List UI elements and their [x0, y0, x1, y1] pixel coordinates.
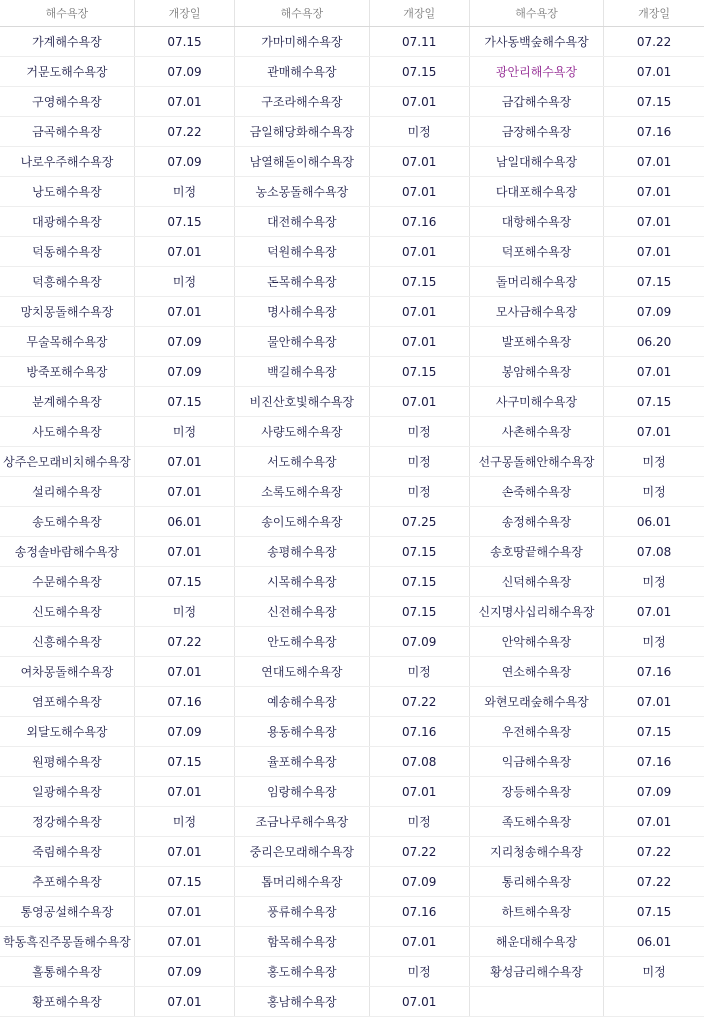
- opening-date-cell: 07.01: [134, 777, 234, 807]
- column-header-beach: 해수욕장: [235, 0, 369, 27]
- opening-date-cell: 미정: [604, 957, 704, 987]
- table-row: [0, 177, 704, 207]
- opening-date-cell: 미정: [369, 477, 469, 507]
- table-row: [0, 597, 704, 627]
- beach-name-cell: 신전해수욕장: [235, 597, 369, 627]
- opening-date-cell: 07.16: [369, 897, 469, 927]
- opening-date-cell: 07.09: [134, 57, 234, 87]
- opening-date-cell: 07.08: [604, 537, 704, 567]
- opening-date-cell: 07.15: [369, 357, 469, 387]
- opening-date-cell: 07.11: [369, 27, 469, 57]
- opening-date-cell: 미정: [369, 447, 469, 477]
- opening-date-cell: 07.01: [369, 387, 469, 417]
- beach-name-cell: 금일해당화해수욕장: [235, 117, 369, 147]
- beach-name-cell: 광안리해수욕장: [469, 57, 603, 87]
- table-header-row: [0, 0, 704, 27]
- beach-name-cell: 중리은모래해수욕장: [235, 837, 369, 867]
- opening-date-cell: 07.08: [369, 747, 469, 777]
- beach-name-cell: 대광해수욕장: [0, 207, 134, 237]
- beach-name-cell: 나로우주해수욕장: [0, 147, 134, 177]
- beach-name-cell: 추포해수욕장: [0, 867, 134, 897]
- beach-name-cell: 신도해수욕장: [0, 597, 134, 627]
- beach-name-cell: 남일대해수욕장: [469, 147, 603, 177]
- opening-date-cell: 07.01: [369, 777, 469, 807]
- beach-name-cell: 지리청송해수욕장: [469, 837, 603, 867]
- beach-name-cell: 신덕해수욕장: [469, 567, 603, 597]
- opening-date-cell: 07.15: [134, 387, 234, 417]
- opening-date-cell: 07.15: [369, 57, 469, 87]
- table-row: [0, 567, 704, 597]
- opening-date-cell: 07.01: [369, 87, 469, 117]
- opening-date-cell: 06.20: [604, 327, 704, 357]
- beach-name-cell: 구영해수욕장: [0, 87, 134, 117]
- beach-name-cell: 우전해수욕장: [469, 717, 603, 747]
- table-row: [0, 387, 704, 417]
- beach-name-cell: 선구몽돌해안해수욕장: [469, 447, 603, 477]
- opening-date-cell: 07.22: [134, 117, 234, 147]
- opening-date-cell: 07.25: [369, 507, 469, 537]
- opening-date-cell: 07.09: [134, 147, 234, 177]
- beach-name-cell: 금갑해수욕장: [469, 87, 603, 117]
- column-header-opening-date: 개장일: [134, 0, 234, 27]
- beach-name-cell: 설리해수욕장: [0, 477, 134, 507]
- beach-name-cell: 염포해수욕장: [0, 687, 134, 717]
- opening-date-cell: 07.15: [134, 567, 234, 597]
- column-header-opening-date: 개장일: [604, 0, 704, 27]
- opening-date-cell: 07.01: [134, 837, 234, 867]
- opening-date-cell: 07.01: [369, 147, 469, 177]
- beach-name-cell: 통영공설해수욕장: [0, 897, 134, 927]
- beach-name-cell: 톱머리해수욕장: [235, 867, 369, 897]
- beach-name-cell: 물안해수욕장: [235, 327, 369, 357]
- opening-date-cell: 07.16: [134, 687, 234, 717]
- beach-name-cell: 송이도해수욕장: [235, 507, 369, 537]
- beach-name-cell: 덕포해수욕장: [469, 237, 603, 267]
- opening-date-cell: 07.16: [604, 747, 704, 777]
- beach-name-cell: 시목해수욕장: [235, 567, 369, 597]
- opening-date-cell: 07.22: [604, 27, 704, 57]
- beach-name-cell: 대전해수욕장: [235, 207, 369, 237]
- beach-name-cell: 외달도해수욕장: [0, 717, 134, 747]
- beach-name-cell: 정강해수욕장: [0, 807, 134, 837]
- opening-date-cell: 07.22: [604, 837, 704, 867]
- opening-date-cell: 07.01: [369, 177, 469, 207]
- opening-date-cell: 06.01: [604, 927, 704, 957]
- beach-name-cell: 홀통해수욕장: [0, 957, 134, 987]
- beach-name-cell: 덕원해수욕장: [235, 237, 369, 267]
- beach-name-cell: 관매해수욕장: [235, 57, 369, 87]
- beach-name-cell: 농소몽돌해수욕장: [235, 177, 369, 207]
- opening-date-cell: 07.01: [369, 987, 469, 1017]
- table-row: [0, 957, 704, 987]
- opening-date-cell: 07.01: [369, 237, 469, 267]
- opening-date-cell: 07.15: [369, 267, 469, 297]
- table-row: [0, 297, 704, 327]
- beach-name-cell: 백길해수욕장: [235, 357, 369, 387]
- opening-date-cell: 07.01: [604, 147, 704, 177]
- beach-name-cell: 방죽포해수욕장: [0, 357, 134, 387]
- beach-name-cell: 사도해수욕장: [0, 417, 134, 447]
- opening-date-cell: 07.01: [134, 477, 234, 507]
- opening-date-cell: 07.15: [604, 717, 704, 747]
- beach-name-cell: [469, 987, 603, 1017]
- opening-date-cell: 07.01: [134, 237, 234, 267]
- beach-name-cell: 임랑해수욕장: [235, 777, 369, 807]
- beach-name-cell: 사구미해수욕장: [469, 387, 603, 417]
- beach-name-cell: 가계해수욕장: [0, 27, 134, 57]
- opening-date-cell: 07.01: [134, 447, 234, 477]
- opening-date-cell: 07.16: [369, 207, 469, 237]
- table-row: [0, 147, 704, 177]
- opening-date-cell: 07.22: [134, 627, 234, 657]
- opening-date-cell: 미정: [134, 177, 234, 207]
- opening-date-cell: 미정: [604, 477, 704, 507]
- opening-date-cell: 06.01: [134, 507, 234, 537]
- opening-date-cell: 미정: [134, 267, 234, 297]
- opening-date-cell: 07.15: [604, 897, 704, 927]
- opening-date-cell: 07.01: [134, 897, 234, 927]
- beach-name-cell: 비진산호빛해수욕장: [235, 387, 369, 417]
- table-row: [0, 927, 704, 957]
- opening-date-cell: 07.09: [369, 627, 469, 657]
- table-row: [0, 897, 704, 927]
- opening-date-cell: 07.01: [134, 657, 234, 687]
- opening-date-cell: 07.01: [369, 927, 469, 957]
- table-row: [0, 87, 704, 117]
- table-row: [0, 207, 704, 237]
- column-header-opening-date: 개장일: [369, 0, 469, 27]
- opening-date-cell: 07.15: [134, 867, 234, 897]
- opening-date-cell: 07.01: [604, 357, 704, 387]
- beach-name-cell: 수문해수욕장: [0, 567, 134, 597]
- beach-name-cell: 모사금해수욕장: [469, 297, 603, 327]
- opening-date-cell: 07.15: [369, 537, 469, 567]
- opening-date-cell: 07.09: [604, 777, 704, 807]
- beach-name-cell: 금곡해수욕장: [0, 117, 134, 147]
- beach-name-cell: 장등해수욕장: [469, 777, 603, 807]
- beach-name-cell: 여차몽돌해수욕장: [0, 657, 134, 687]
- opening-date-cell: 07.01: [604, 57, 704, 87]
- beach-name-cell: 구조라해수욕장: [235, 87, 369, 117]
- opening-date-cell: 07.01: [604, 417, 704, 447]
- opening-date-cell: 07.16: [604, 117, 704, 147]
- opening-date-cell: 07.16: [604, 657, 704, 687]
- beach-name-cell: 율포해수욕장: [235, 747, 369, 777]
- table-row: [0, 867, 704, 897]
- beach-name-cell: 황포해수욕장: [0, 987, 134, 1017]
- beach-name-cell: 안도해수욕장: [235, 627, 369, 657]
- column-header-beach: 해수욕장: [469, 0, 603, 27]
- table-row: [0, 507, 704, 537]
- beach-name-cell: 예송해수욕장: [235, 687, 369, 717]
- beach-name-cell: 사량도해수욕장: [235, 417, 369, 447]
- beach-name-cell: 용동해수욕장: [235, 717, 369, 747]
- beach-name-cell: 덕동해수욕장: [0, 237, 134, 267]
- table-row: [0, 117, 704, 147]
- opening-date-cell: 07.22: [369, 687, 469, 717]
- opening-date-cell: 미정: [134, 417, 234, 447]
- table-row: [0, 447, 704, 477]
- opening-date-cell: 미정: [604, 627, 704, 657]
- table-row: [0, 717, 704, 747]
- beach-name-cell: 돈목해수욕장: [235, 267, 369, 297]
- opening-date-cell: 07.15: [134, 27, 234, 57]
- opening-date-cell: 07.01: [134, 927, 234, 957]
- opening-date-cell: 07.09: [134, 957, 234, 987]
- beach-name-cell: 서도해수욕장: [235, 447, 369, 477]
- opening-date-cell: 07.22: [604, 867, 704, 897]
- table-row: [0, 237, 704, 267]
- beach-name-cell: 익금해수욕장: [469, 747, 603, 777]
- beach-name-cell: 손죽해수욕장: [469, 477, 603, 507]
- beach-name-cell: 분계해수욕장: [0, 387, 134, 417]
- beach-name-cell: 와현모래숲해수욕장: [469, 687, 603, 717]
- opening-date-cell: 미정: [134, 807, 234, 837]
- beach-name-cell: 연소해수욕장: [469, 657, 603, 687]
- opening-date-cell: 07.09: [134, 717, 234, 747]
- opening-date-cell: 07.01: [604, 207, 704, 237]
- opening-date-cell: 미정: [369, 657, 469, 687]
- beach-name-cell: 소록도해수욕장: [235, 477, 369, 507]
- opening-date-cell: 07.15: [604, 387, 704, 417]
- beach-name-cell: 조금나루해수욕장: [235, 807, 369, 837]
- opening-date-cell: 미정: [369, 417, 469, 447]
- beach-name-cell: 낭도해수욕장: [0, 177, 134, 207]
- table-row: [0, 477, 704, 507]
- table-row: [0, 417, 704, 447]
- opening-date-cell: 07.01: [604, 687, 704, 717]
- opening-date-cell: 07.15: [134, 747, 234, 777]
- table-row: [0, 357, 704, 387]
- beach-name-cell: 안악해수욕장: [469, 627, 603, 657]
- beach-name-cell: 가사동백숲해수욕장: [469, 27, 603, 57]
- beach-name-cell: 사촌해수욕장: [469, 417, 603, 447]
- table-row: [0, 987, 704, 1017]
- beach-name-cell: 죽림해수욕장: [0, 837, 134, 867]
- table-row: [0, 837, 704, 867]
- opening-date-cell: 07.16: [369, 717, 469, 747]
- opening-date-cell: 07.09: [134, 327, 234, 357]
- beach-name-cell: 명사해수욕장: [235, 297, 369, 327]
- beach-name-cell: 상주은모래비치해수욕장: [0, 447, 134, 477]
- beach-name-cell: 덕흥해수욕장: [0, 267, 134, 297]
- table-row: [0, 267, 704, 297]
- beach-name-cell: 황성금리해수욕장: [469, 957, 603, 987]
- opening-date-cell: 07.15: [604, 87, 704, 117]
- beach-name-cell: 금장해수욕장: [469, 117, 603, 147]
- opening-date-cell: 07.09: [134, 357, 234, 387]
- opening-date-cell: 07.09: [369, 867, 469, 897]
- beach-name-cell: 홍남해수욕장: [235, 987, 369, 1017]
- beach-name-cell: 통리해수욕장: [469, 867, 603, 897]
- beach-name-cell: 대항해수욕장: [469, 207, 603, 237]
- opening-date-cell: 06.01: [604, 507, 704, 537]
- beach-name-cell: 송호땅끝해수욕장: [469, 537, 603, 567]
- opening-date-cell: 미정: [369, 117, 469, 147]
- beach-name-cell: 봉암해수욕장: [469, 357, 603, 387]
- opening-date-cell: 07.01: [134, 87, 234, 117]
- opening-date-cell: 07.15: [369, 567, 469, 597]
- beach-name-cell: 가마미해수욕장: [235, 27, 369, 57]
- table-row: [0, 777, 704, 807]
- table-row: [0, 327, 704, 357]
- opening-date-cell: [604, 987, 704, 1017]
- opening-date-cell: 07.01: [604, 177, 704, 207]
- table-row: [0, 747, 704, 777]
- beach-name-cell: 원평해수욕장: [0, 747, 134, 777]
- table-row: [0, 627, 704, 657]
- opening-date-cell: 07.01: [604, 807, 704, 837]
- opening-date-cell: 07.09: [604, 297, 704, 327]
- opening-date-cell: 미정: [134, 597, 234, 627]
- opening-date-cell: 07.01: [369, 327, 469, 357]
- opening-date-cell: 07.15: [369, 597, 469, 627]
- beach-name-cell: 다대포해수욕장: [469, 177, 603, 207]
- beach-name-cell: 해운대해수욕장: [469, 927, 603, 957]
- opening-date-cell: 미정: [604, 447, 704, 477]
- table-row: [0, 657, 704, 687]
- beach-name-cell: 홍도해수욕장: [235, 957, 369, 987]
- beach-name-cell: 송평해수욕장: [235, 537, 369, 567]
- opening-date-cell: 07.01: [604, 237, 704, 267]
- opening-date-cell: 미정: [369, 957, 469, 987]
- beach-name-cell: 족도해수욕장: [469, 807, 603, 837]
- beach-name-cell: 무술목해수욕장: [0, 327, 134, 357]
- opening-date-cell: 07.15: [604, 267, 704, 297]
- beach-name-cell: 망치몽돌해수욕장: [0, 297, 134, 327]
- opening-date-cell: 07.01: [604, 597, 704, 627]
- beach-name-cell: 신지명사십리해수욕장: [469, 597, 603, 627]
- beach-name-cell: 돌머리해수욕장: [469, 267, 603, 297]
- beach-name-cell: 신흥해수욕장: [0, 627, 134, 657]
- table-row: [0, 27, 704, 57]
- table-row: [0, 57, 704, 87]
- opening-date-cell: 07.01: [134, 537, 234, 567]
- beach-name-cell: 일광해수욕장: [0, 777, 134, 807]
- opening-date-cell: 07.15: [134, 207, 234, 237]
- beach-name-cell: 발포해수욕장: [469, 327, 603, 357]
- beach-name-cell: 하트해수욕장: [469, 897, 603, 927]
- beach-name-cell: 거문도해수욕장: [0, 57, 134, 87]
- beach-name-cell: 연대도해수욕장: [235, 657, 369, 687]
- beach-name-cell: 학동흑진주몽돌해수욕장: [0, 927, 134, 957]
- table-row: [0, 537, 704, 567]
- beach-name-cell: 송도해수욕장: [0, 507, 134, 537]
- table-body: [0, 27, 704, 1017]
- opening-date-cell: 07.01: [369, 297, 469, 327]
- table-row: [0, 687, 704, 717]
- table-row: [0, 807, 704, 837]
- beach-name-cell: 함목해수욕장: [235, 927, 369, 957]
- beach-name-cell: 송정해수욕장: [469, 507, 603, 537]
- beach-name-cell: 풍류해수욕장: [235, 897, 369, 927]
- beach-name-cell: 송정솔바람해수욕장: [0, 537, 134, 567]
- opening-date-cell: 07.01: [134, 987, 234, 1017]
- column-header-beach: 해수욕장: [0, 0, 134, 27]
- beach-name-cell: 남열해돋이해수욕장: [235, 147, 369, 177]
- opening-date-cell: 07.01: [134, 297, 234, 327]
- opening-date-cell: 미정: [369, 807, 469, 837]
- opening-date-cell: 07.22: [369, 837, 469, 867]
- opening-date-cell: 미정: [604, 567, 704, 597]
